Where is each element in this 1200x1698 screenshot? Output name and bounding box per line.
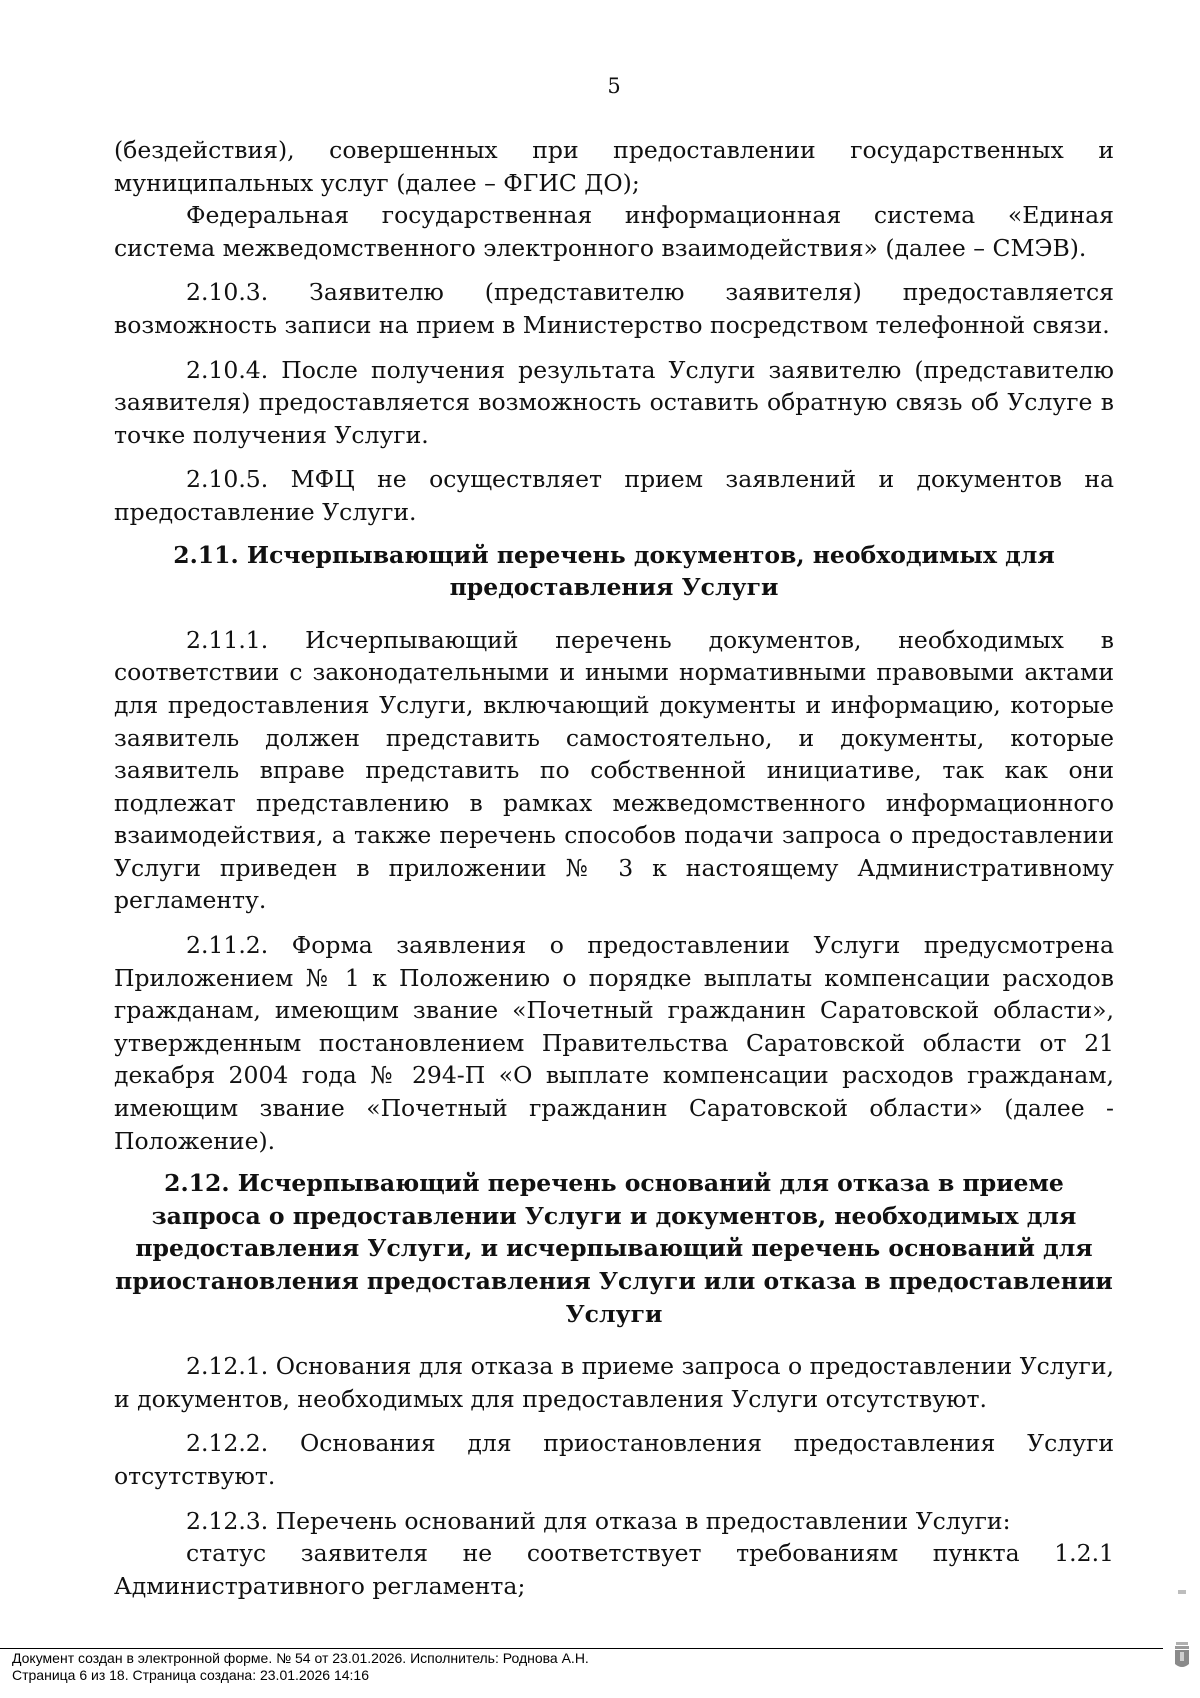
paragraph: статус заявителя не соответствует требованиям пункта 1.2.1 Административного регламента;	[114, 1539, 1114, 1600]
paragraph: (бездействия), совершенных при предоставлении государственных и муниципальных услуг (далее – ФГИС ДО);	[114, 136, 1114, 197]
section-heading: 2.12. Исчерпывающий перечень оснований для отказа в приеме запроса о предоставлении Услуги и документов, необходимых для предоставления Услуги, и исчерпывающий перечень оснований для приостановления предоставления Услуги или отказа в предоставлении Услуги	[115, 1169, 1113, 1328]
paragraph: 2.11.1. Исчерпывающий перечень документов, необходимых в соответствии с законодательными и иными нормативными правовыми актами для предоставления Услуги, включающий документы и информацию, которые заявитель должен представить самостоятельно, и документы, которые заявитель вправе представить по собственной инициативе, так как они подлежат представлению в рамках межведомственного информационного взаимодействия, а также перечень способов подачи запроса о предоставлении Услуги приведен в приложении № 3 к настоящему Административному регламенту.	[114, 625, 1114, 915]
document-body	[114, 134, 1114, 1602]
paragraph: 2.11.2. Форма заявления о предоставлении Услуги предусмотрена Приложением № 1 к Положению о порядке выплаты компенсации расходов гражданам, имеющим звание «Почетный гражданин Саратовской области», утвержденным постановлением Правительства Саратовской области от 21 декабря 2004 года № 294-П «О выплате компенсации расходов гражданам, имеющим звание «Почетный гражданин Саратовской области» (далее - Положение).	[114, 931, 1114, 1155]
paragraph: 2.12.1. Основания для отказа в приеме запроса о предоставлении Услуги, и документов, необходимых для предоставления Услуги отсутствуют.	[114, 1352, 1114, 1413]
footer-divider	[0, 1648, 1163, 1649]
paragraph: 2.10.3. Заявителю (представителю заявителя) предоставляется возможность записи на прием в Министерство посредством телефонной связи.	[114, 278, 1114, 339]
footer-document-info: Документ создан в электронной форме. № 54 от 23.01.2026. Исполнитель: Роднова А.Н.	[12, 1650, 589, 1666]
paragraph: 2.10.4. После получения результата Услуги заявителю (представителю заявителя) предоставляется возможность оставить обратную связь об Услуге в точке получения Услуги.	[114, 355, 1114, 449]
paragraph: 2.12.2. Основания для приостановления предоставления Услуги отсутствуют.	[114, 1429, 1114, 1490]
document-footer	[0, 1648, 1200, 1698]
section-heading: 2.11. Исчерпывающий перечень документов, необходимых для предоставления Услуги	[173, 540, 1055, 602]
paragraph: Федеральная государственная информационная система «Единая система межведомственного электронного взаимодействия» (далее – СМЭВ).	[114, 201, 1114, 262]
page-number: 5	[607, 74, 621, 98]
footer-text	[12, 1650, 589, 1684]
footer-page-info: Страница 6 из 18. Страница создана: 23.01.2026 14:16	[12, 1667, 369, 1683]
paragraph: 2.12.3. Перечень оснований для отказа в предоставлении Услуги:	[186, 1506, 1011, 1535]
paragraph: 2.10.5. МФЦ не осуществляет прием заявлений и документов на предоставление Услуги.	[114, 465, 1114, 526]
